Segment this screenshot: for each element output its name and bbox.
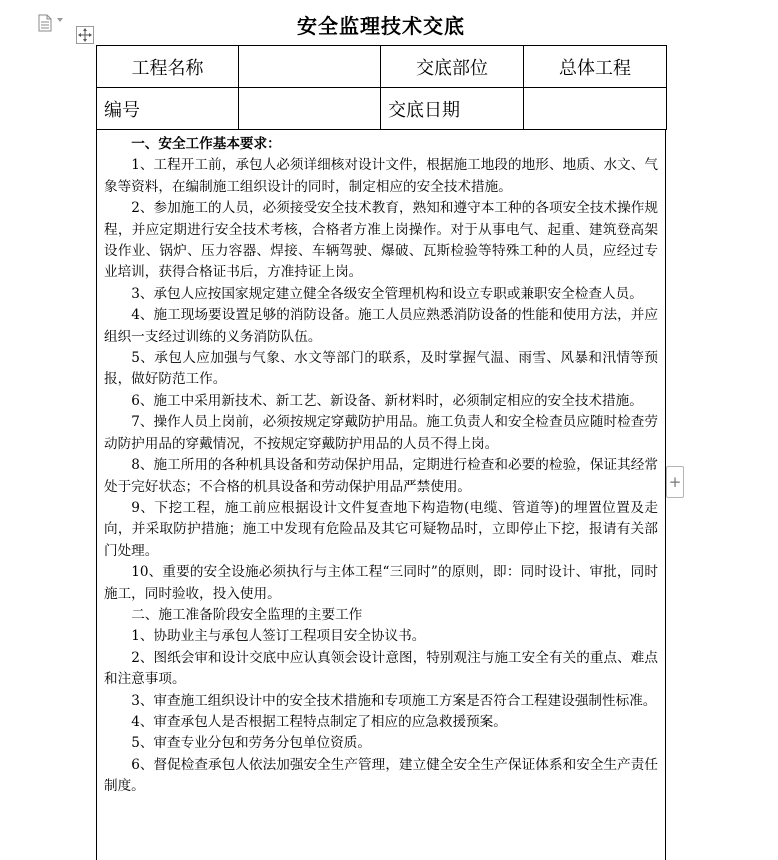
list-item: 2、图纸会审和设计交底中应认真领会设计意图，特别观注与施工安全有关的重点、难点和注意事项。 (104, 649, 658, 688)
header-table (96, 45, 667, 130)
number-label: 编号 (97, 88, 239, 130)
add-column-button[interactable] (666, 466, 684, 498)
list-item: 5、承包人应加强与气象、水文等部门的联系，及时掌握气温、雨雪、风暴和汛情等预报，做好防范工作。 (104, 350, 658, 388)
content-cell[interactable] (96, 130, 666, 860)
list-item: 1、工程开工前，承包人必须详细核对设计文件，根据施工地段的地形、地质、水文、气象等资料，在编制施工组织设计的同时，制定相应的安全技术措施。 (104, 157, 658, 195)
list-item: 4、审查承包人是否根据工程特点制定了相应的应急救援预案。 (131, 713, 507, 730)
section-heading: 二、施工准备阶段安全监理的主要工作 (131, 606, 363, 623)
list-item: 5、审查专业分包和劳务分包单位资质。 (131, 735, 371, 752)
list-item: 3、审查施工组织设计中的安全技术措施和专项施工方案是否符合工程建设强制性标准。 (131, 692, 657, 709)
number-cell[interactable] (239, 88, 381, 130)
chevron-down-icon[interactable] (57, 18, 63, 22)
section-heading: 一、安全工作基本要求： (131, 136, 281, 152)
list-item: 8、施工所用的各种机具设备和劳动保护用品，定期进行检查和必要的检验，保证其经常处于完好状态；不合格的机具设备和劳动保护用品严禁使用。 (104, 457, 658, 495)
project-name-cell[interactable] (239, 46, 381, 88)
part-value-cell[interactable]: 总体工程 (524, 46, 667, 88)
table-row (97, 88, 667, 130)
list-item: 6、施工中采用新技术、新工艺、新设备、新材料时，必须制定相应的安全技术措施。 (131, 392, 643, 409)
list-item: 6、督促检查承包人依法加强安全生产管理，建立健全安全生产保证体系和安全生产责任制度。 (104, 756, 658, 795)
list-item: 2、参加施工的人员，必须接受安全技术教育，熟知和遵守本工种的各项安全技术操作规程，并应定期进行安全技术考核，合格者方准上岗操作。对于从事电气、起重、建筑登高架设作业、锅炉、压力容器、焊接、车辆驾驶、爆破、瓦斯检验等特殊工种的人员，应经过专业培训，获得合格证书后，方准持证上岗。 (104, 200, 658, 281)
table-row (97, 46, 667, 88)
list-item: 9、下挖工程，施工前应根据设计文件复查地下构造物(电缆、管道等)的埋置位置及走向，并采取防护措施；施工中发现有危险品及其它可疑物品时，立即停止下挖，报请有关部门处理。 (104, 499, 658, 559)
date-cell[interactable] (524, 88, 667, 130)
project-name-label: 工程名称 (97, 46, 239, 88)
part-label: 交底部位 (381, 46, 524, 88)
list-item: 10、重要的安全设施必须执行与主体工程“三同时”的原则，即：同时设计、审批，同时施工，同时验收，投入使用。 (104, 564, 658, 602)
list-item: 1、协助业主与承包人签订工程项目安全协议书。 (131, 628, 426, 645)
table-move-handle[interactable] (76, 26, 94, 44)
document-icon[interactable] (38, 14, 52, 32)
page-title: 安全监理技术交底 (297, 14, 465, 38)
list-item: 4、施工现场要设置足够的消防设备。施工人员应熟悉消防设备的性能和使用方法，并应组织一支经过训练的义务消防队伍。 (104, 307, 658, 345)
plus-icon: + (668, 473, 682, 491)
list-item: 7、操作人员上岗前，必须按规定穿戴防护用品。施工负责人和安全检查员应随时检查劳动防护用品的穿戴情况，不按规定穿戴防护用品的人员不得上岗。 (104, 414, 658, 452)
move-icon (77, 27, 93, 43)
list-item: 3、承包人应按国家规定建立健全各级安全管理机构和设立专职或兼职安全检查人员。 (131, 285, 643, 302)
date-label: 交底日期 (381, 88, 524, 130)
